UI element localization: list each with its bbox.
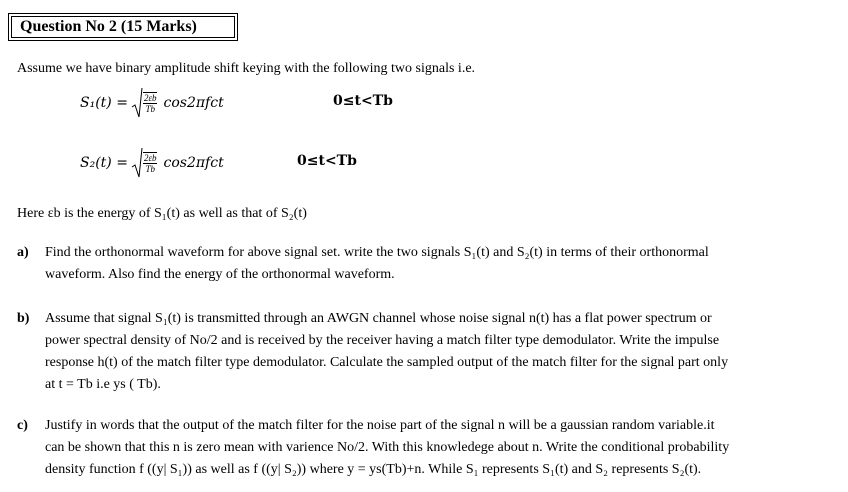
- eq1-frac-num: 2εb: [143, 92, 157, 103]
- eq1-lhs: S₁(t) =: [80, 95, 128, 111]
- eq2-frac-den: Tb: [145, 163, 155, 174]
- part-a-text: [45, 242, 835, 286]
- part-b-line: power spectral density of No/2 and is received by the receiver having a match filter type demodulator. Write the impulse: [45, 333, 720, 348]
- equation-s2: [80, 146, 224, 180]
- sqrt-icon: [131, 147, 143, 179]
- part-b-line: at t = Tb i.e ys ( Tb).: [45, 377, 161, 392]
- part-b-line: response h(t) of the match filter type demodulator. Calculate the sampled output of the match filter for the signal part only: [45, 355, 729, 370]
- part-a-line: Find the orthonormal waveform for above signal set. write the two signals S₁(t) and S₂(t) in terms of their orthonormal: [45, 245, 709, 260]
- eq2-sqrt: [131, 147, 158, 179]
- part-c-label: c): [17, 418, 28, 433]
- equation-s1: [80, 86, 224, 120]
- part-c-line: Justify in words that the output of the match filter for the noise part of the signal n will be a gaussian random variable.it: [45, 418, 715, 433]
- part-c-line: can be shown that this n is zero mean with varience No/2. With this knowledege about n. Write the conditional probability: [45, 440, 730, 455]
- part-a-label: a): [17, 245, 29, 260]
- eq1-range: 0≤t<Tb: [333, 93, 393, 109]
- part-b-text: [45, 308, 835, 396]
- eq2-rhs: cos2πfct: [163, 155, 224, 171]
- title-box: [8, 13, 238, 41]
- part-c-line: density function f ((y| S₁)) as well as f ((y| S₂)) where y = ys(Tb)+n. While S₁ represents S₁(t) and S₂ represents S₂(t).: [45, 462, 702, 477]
- eq2-frac-num: 2εb: [143, 152, 157, 163]
- eq2-lhs: S₂(t) =: [80, 155, 128, 171]
- part-b-label: b): [17, 311, 30, 326]
- sqrt-icon: [131, 87, 143, 119]
- part-a-line: waveform. Also find the energy of the orthonormal waveform.: [45, 267, 395, 282]
- part-c-text: [45, 415, 835, 481]
- eq2-range: 0≤t<Tb: [297, 153, 357, 169]
- part-b-line: Assume that signal S₁(t) is transmitted through an AWGN channel whose noise signal n(t) has a flat power spectrum or: [45, 311, 712, 326]
- intro-text: Assume we have binary amplitude shift keying with the following two signals i.e.: [17, 61, 476, 76]
- question-title: Question No 2 (15 Marks): [11, 16, 235, 38]
- eq1-frac-den: Tb: [145, 103, 155, 114]
- eq1-sqrt: [131, 87, 158, 119]
- eq1-rhs: cos2πfct: [163, 95, 224, 111]
- here-line: Here εb is the energy of S₁(t) as well as that of S₂(t): [17, 206, 307, 221]
